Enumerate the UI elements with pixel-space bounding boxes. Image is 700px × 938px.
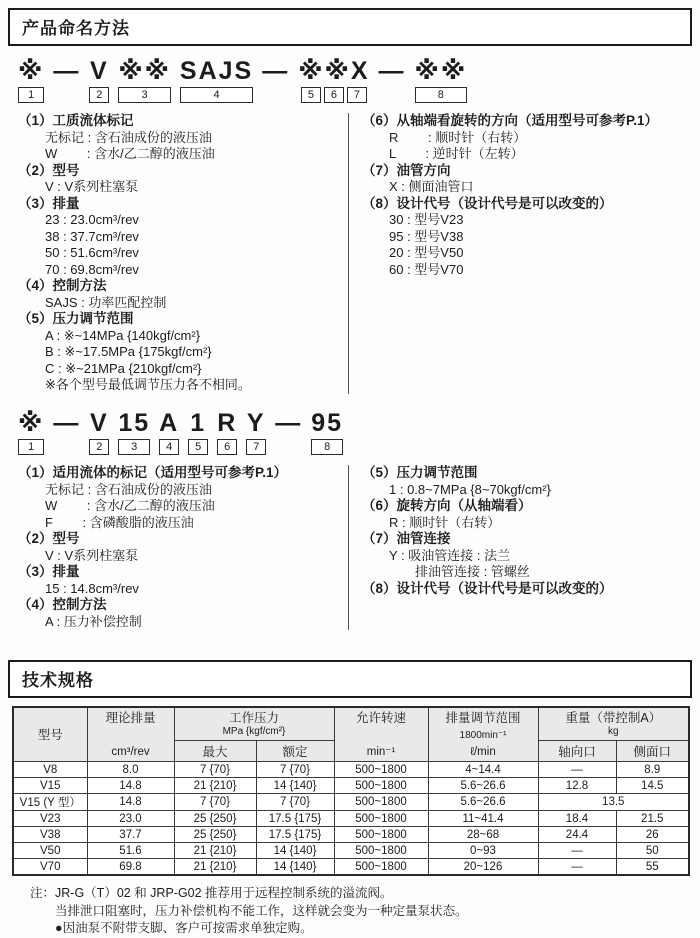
code-group bbox=[18, 410, 44, 455]
code-segment-text: — bbox=[53, 408, 81, 437]
naming-item-line: C : ※~21MPa {210kgf/cm²} bbox=[45, 360, 202, 376]
cell-speed: 500~1800 bbox=[334, 859, 428, 876]
naming-item-line: Y : 吸油管连接 : 法兰 bbox=[389, 547, 511, 563]
code-position-box: 4 bbox=[180, 87, 253, 103]
cell-weight-side: 8.9 bbox=[616, 762, 689, 778]
col-header-pressure-title: 工作压力 bbox=[228, 710, 279, 725]
code-group bbox=[118, 58, 171, 103]
code-box-row bbox=[89, 87, 109, 103]
code-group bbox=[89, 410, 109, 455]
cell-displacement: 8.0 bbox=[87, 762, 174, 778]
col-header-weight-unit: kg bbox=[607, 725, 619, 737]
cell-pressure-rated: 14 {140} bbox=[256, 778, 334, 794]
code-group bbox=[53, 58, 80, 84]
cell-range: 28~68 bbox=[428, 827, 538, 843]
code-box-row bbox=[415, 87, 468, 103]
code-group bbox=[379, 58, 406, 84]
code-segment-text: A bbox=[159, 408, 180, 437]
naming1-right-column bbox=[348, 113, 682, 394]
code-position-box: 7 bbox=[246, 439, 266, 455]
naming-item-line: X : 侧面油管口 bbox=[389, 179, 474, 195]
naming-item-title: （2）型号 bbox=[18, 162, 80, 178]
cell-model: V15 (Y 型） bbox=[13, 794, 87, 811]
col-header-range bbox=[428, 707, 538, 762]
col-header-weight-title: 重量（带控制A） bbox=[565, 710, 662, 725]
naming-item-title: （3）排量 bbox=[18, 195, 80, 211]
cell-weight-side: 50 bbox=[616, 843, 689, 859]
naming-item bbox=[18, 311, 348, 394]
naming-item bbox=[18, 196, 348, 279]
naming-item-title: （2）型号 bbox=[18, 531, 80, 546]
naming-item bbox=[18, 278, 348, 311]
cell-displacement: 23.0 bbox=[87, 811, 174, 827]
code-group bbox=[180, 58, 253, 103]
naming-item-line: ※各个型号最低调节压力各不相同。 bbox=[45, 377, 251, 393]
naming-item bbox=[362, 581, 682, 598]
naming-item-title: （6）从轴端看旋转的方向（适用型号可参考P.1） bbox=[362, 113, 659, 129]
code-box-row bbox=[159, 439, 179, 455]
naming-item-line: V : V系列柱塞泵 bbox=[45, 547, 139, 563]
cell-displacement: 14.8 bbox=[87, 794, 174, 811]
naming-item bbox=[18, 113, 348, 163]
cell-model: V38 bbox=[13, 827, 87, 843]
code-position-box: 6 bbox=[324, 87, 344, 103]
code-segment-text: 95 bbox=[311, 408, 344, 437]
model-code-diagram-2 bbox=[18, 410, 700, 455]
naming-item-line: 30 : 型号V23 bbox=[389, 212, 464, 228]
naming-item-line: B : ※~17.5MPa {175kgf/cm²} bbox=[45, 344, 212, 360]
naming-item bbox=[18, 597, 348, 630]
naming-item-line: 无标记 : 含石油成份的液压油 bbox=[45, 481, 212, 497]
naming-item-line: V : V系列柱塞泵 bbox=[45, 179, 139, 195]
code-segment-text: 15 bbox=[118, 408, 151, 437]
code-group bbox=[262, 58, 289, 84]
code-group bbox=[246, 410, 266, 455]
code-group bbox=[89, 58, 109, 103]
col-header-weight-axial: 轴向口 bbox=[538, 741, 616, 762]
naming-item-line: 排油管连接 : 管螺丝 bbox=[389, 564, 530, 579]
naming2-columns bbox=[18, 465, 682, 630]
code-position-box: 6 bbox=[217, 439, 237, 455]
col-header-range-title: 排量调节范围 bbox=[445, 711, 521, 725]
spec-table-header-row-1 bbox=[13, 707, 689, 741]
naming-item bbox=[362, 196, 682, 279]
naming-item-title: （6）旋转方向（从轴端看） bbox=[362, 498, 532, 513]
code-group bbox=[217, 410, 237, 455]
cell-pressure-max: 7 {70} bbox=[174, 762, 256, 778]
cell-weight-axial: — bbox=[538, 762, 616, 778]
footnotes-lines bbox=[55, 885, 468, 938]
cell-weight-axial: 18.4 bbox=[538, 811, 616, 827]
code-segment-text: — bbox=[275, 408, 303, 437]
code-position-box: 7 bbox=[347, 87, 367, 103]
code-segment-text: V bbox=[89, 57, 109, 85]
code-segment-text: — bbox=[378, 57, 406, 85]
cell-model: V70 bbox=[13, 859, 87, 876]
naming-item bbox=[18, 564, 348, 597]
cell-pressure-rated: 14 {140} bbox=[256, 843, 334, 859]
code-box-row bbox=[180, 87, 253, 103]
cell-weight-axial: — bbox=[538, 843, 616, 859]
naming-item-line: 20 : 型号V50 bbox=[389, 245, 464, 261]
naming-item-line: 无标记 : 含石油成份的液压油 bbox=[45, 129, 212, 145]
table-row bbox=[13, 843, 689, 859]
code-segment-text: — bbox=[262, 57, 290, 85]
code-position-box: 3 bbox=[118, 87, 171, 103]
cell-weight-axial: 12.8 bbox=[538, 778, 616, 794]
code-group bbox=[188, 410, 208, 455]
cell-range: 5.6~26.6 bbox=[428, 794, 538, 811]
cell-pressure-rated: 14 {140} bbox=[256, 859, 334, 876]
footnote-line: JR-G（T）02 和 JRP-G02 推荐用于远程控制系统的溢流阀。 bbox=[55, 886, 393, 900]
cell-weight-side: 14.5 bbox=[616, 778, 689, 794]
cell-pressure-max: 7 {70} bbox=[174, 794, 256, 811]
code-position-box: 5 bbox=[188, 439, 208, 455]
cell-weight-merged: 13.5 bbox=[538, 794, 689, 811]
code-position-box: 2 bbox=[89, 87, 109, 103]
naming-item-line: L : 逆时针（左转） bbox=[389, 146, 524, 162]
naming-item-line: 60 : 型号V70 bbox=[389, 261, 464, 277]
naming-item-title: （5）压力调节范围 bbox=[18, 311, 134, 327]
cell-range: 11~41.4 bbox=[428, 811, 538, 827]
code-segment-text: V bbox=[89, 408, 109, 437]
cell-speed: 500~1800 bbox=[334, 811, 428, 827]
cell-pressure-rated: 7 {70} bbox=[256, 762, 334, 778]
code-box-row bbox=[18, 439, 44, 455]
cell-range: 5.6~26.6 bbox=[428, 778, 538, 794]
cell-displacement: 51.6 bbox=[87, 843, 174, 859]
code-segment-text: SAJS bbox=[179, 57, 254, 85]
code-group bbox=[415, 58, 468, 103]
code-box-row bbox=[188, 439, 208, 455]
naming-item-line: W : 含水/乙二醇的液压油 bbox=[45, 498, 215, 513]
code-box-row bbox=[217, 439, 237, 455]
col-header-range-unit: ℓ/min bbox=[470, 746, 496, 758]
naming1-left-column bbox=[18, 113, 348, 394]
col-header-weight-side: 侧面口 bbox=[616, 741, 689, 762]
code-segment-text: — bbox=[53, 57, 81, 85]
table-row bbox=[13, 811, 689, 827]
code-segment-text: ※※X bbox=[298, 57, 370, 85]
naming-item-line: W : 含水/乙二醇的液压油 bbox=[45, 146, 215, 162]
naming-item-line: 50 : 51.6cm³/rev bbox=[45, 245, 139, 261]
cell-speed: 500~1800 bbox=[334, 762, 428, 778]
cell-pressure-max: 21 {210} bbox=[174, 843, 256, 859]
naming-item bbox=[362, 498, 682, 531]
naming-item-line: 38 : 37.7cm³/rev bbox=[45, 228, 139, 244]
naming-item-line: SAJS : 功率匹配控制 bbox=[45, 294, 167, 310]
cell-speed: 500~1800 bbox=[334, 778, 428, 794]
model-code-diagram-1 bbox=[18, 58, 700, 103]
col-header-pressure bbox=[174, 707, 334, 741]
col-header-range-speed: 1800min⁻¹ bbox=[459, 729, 507, 741]
code-group bbox=[159, 410, 179, 455]
naming-item-line: A : ※~14MPa {140kgf/cm²} bbox=[45, 327, 201, 343]
naming-item-title: （3）排量 bbox=[18, 564, 80, 579]
cell-pressure-max: 21 {210} bbox=[174, 778, 256, 794]
col-header-pressure-max: 最大 bbox=[174, 741, 256, 762]
code-box-row bbox=[18, 87, 44, 103]
naming-item bbox=[18, 163, 348, 196]
footnote-line: ●因油泵不附带支脚、客户可按需求单独定购。 bbox=[55, 921, 313, 935]
col-header-displacement-unit: cm³/rev bbox=[111, 746, 150, 758]
code-group bbox=[311, 410, 343, 455]
col-header-speed-title: 允许转速 bbox=[355, 711, 406, 725]
cell-weight-axial: 24.4 bbox=[538, 827, 616, 843]
col-header-model-label: 型号 bbox=[37, 727, 63, 742]
cell-pressure-max: 25 {250} bbox=[174, 827, 256, 843]
code-position-box: 1 bbox=[18, 87, 44, 103]
naming2-right-column bbox=[348, 465, 682, 630]
code-group bbox=[275, 410, 302, 436]
naming-item-line: 95 : 型号V38 bbox=[389, 228, 464, 244]
col-header-displacement-title: 理论排量 bbox=[105, 711, 156, 725]
cell-model: V23 bbox=[13, 811, 87, 827]
code-box-row bbox=[298, 87, 369, 103]
naming-item-title: （7）油管方向 bbox=[362, 162, 451, 178]
code-segment-text: R bbox=[217, 408, 238, 437]
code-box-row bbox=[246, 439, 266, 455]
code-position-box: 2 bbox=[89, 439, 109, 455]
cell-speed: 500~1800 bbox=[334, 843, 428, 859]
cell-displacement: 14.8 bbox=[87, 778, 174, 794]
cell-range: 20~126 bbox=[428, 859, 538, 876]
naming-item-title: （7）油管连接 bbox=[362, 531, 451, 546]
section-title-naming: 产品命名方法 bbox=[8, 8, 692, 46]
table-row bbox=[13, 827, 689, 843]
cell-pressure-rated: 17.5 {175} bbox=[256, 827, 334, 843]
naming-item-line: F : 含磷酸脂的液压油 bbox=[45, 514, 194, 530]
col-header-pressure-unit: MPa {kgf/cm²} bbox=[222, 725, 286, 737]
naming-item-line: 1 : 0.8~7MPa {8~70kgf/cm²} bbox=[389, 481, 551, 497]
footnotes-label: 注： bbox=[30, 886, 56, 900]
naming-item-title: （4）控制方法 bbox=[18, 278, 107, 294]
code-box-row bbox=[118, 87, 171, 103]
cell-pressure-max: 21 {210} bbox=[174, 859, 256, 876]
code-segment-text: Y bbox=[246, 408, 266, 437]
naming2-left-column bbox=[18, 465, 348, 630]
code-position-box: 8 bbox=[415, 87, 468, 103]
table-row bbox=[13, 859, 689, 876]
col-header-model bbox=[13, 707, 87, 762]
naming-item-line: 70 : 69.8cm³/rev bbox=[45, 261, 139, 277]
code-group bbox=[118, 410, 150, 455]
cell-pressure-rated: 7 {70} bbox=[256, 794, 334, 811]
cell-model: V8 bbox=[13, 762, 87, 778]
code-position-box: 1 bbox=[18, 439, 44, 455]
cell-weight-side: 26 bbox=[616, 827, 689, 843]
table-row bbox=[13, 778, 689, 794]
code-position-box: 8 bbox=[311, 439, 343, 455]
naming-item-title: （5）压力调节范围 bbox=[362, 465, 478, 480]
cell-pressure-max: 25 {250} bbox=[174, 811, 256, 827]
naming-item-line: A : 压力补偿控制 bbox=[45, 613, 142, 629]
code-segment-text: ※※ bbox=[118, 57, 171, 85]
cell-pressure-rated: 17.5 {175} bbox=[256, 811, 334, 827]
cell-weight-axial: — bbox=[538, 859, 616, 876]
cell-range: 0~93 bbox=[428, 843, 538, 859]
cell-range: 4~14.4 bbox=[428, 762, 538, 778]
naming-item-line: R : 顺时针（右转） bbox=[389, 514, 501, 530]
naming-item-title: （1）工质流体标记 bbox=[18, 113, 134, 129]
code-position-box: 3 bbox=[118, 439, 150, 455]
code-segment-text: ※※ bbox=[414, 57, 468, 85]
naming-item bbox=[18, 465, 348, 531]
cell-model: V15 bbox=[13, 778, 87, 794]
naming-item bbox=[362, 531, 682, 581]
naming-item-title: （8）设计代号（设计代号是可以改变的） bbox=[362, 580, 613, 596]
code-segment-text: ※ bbox=[18, 408, 45, 437]
naming-item-line: 23 : 23.0cm³/rev bbox=[45, 212, 139, 228]
code-box-row bbox=[311, 439, 343, 455]
code-group bbox=[18, 58, 44, 103]
code-position-box: 4 bbox=[159, 439, 179, 455]
code-group bbox=[298, 58, 369, 103]
naming-item-line: 15 : 14.8cm³/rev bbox=[45, 580, 139, 596]
table-row bbox=[13, 794, 689, 811]
naming-item-title: （4）控制方法 bbox=[18, 597, 107, 612]
footnotes bbox=[30, 885, 700, 938]
code-position-box: 5 bbox=[301, 87, 321, 103]
code-group bbox=[53, 410, 80, 436]
cell-displacement: 69.8 bbox=[87, 859, 174, 876]
code-segment-text: 1 bbox=[190, 408, 207, 437]
naming-item-title: （8）设计代号（设计代号是可以改变的） bbox=[362, 195, 613, 211]
naming1-columns bbox=[18, 113, 682, 394]
cell-displacement: 37.7 bbox=[87, 827, 174, 843]
cell-weight-side: 21.5 bbox=[616, 811, 689, 827]
col-header-speed bbox=[334, 707, 428, 762]
col-header-speed-unit: min⁻¹ bbox=[366, 746, 396, 758]
cell-speed: 500~1800 bbox=[334, 827, 428, 843]
footnote-line: 当排泄口阻塞时，压力补偿机构不能工作，这样就会变为一种定量泵状态。 bbox=[55, 903, 468, 918]
col-header-displacement bbox=[87, 707, 174, 762]
col-header-weight bbox=[538, 707, 689, 741]
spec-table bbox=[12, 706, 690, 876]
naming-item bbox=[18, 531, 348, 564]
code-box-row bbox=[118, 439, 150, 455]
naming-item-title: （1）适用流体的标记（适用型号可参考P.1） bbox=[18, 465, 288, 480]
cell-weight-side: 55 bbox=[616, 859, 689, 876]
naming-item-line: R : 顺时针（右转） bbox=[389, 129, 527, 145]
cell-model: V50 bbox=[13, 843, 87, 859]
code-segment-text: ※ bbox=[18, 57, 45, 85]
cell-speed: 500~1800 bbox=[334, 794, 428, 811]
naming-item bbox=[362, 163, 682, 196]
section-title-specs: 技术规格 bbox=[8, 660, 692, 698]
code-box-row bbox=[89, 439, 109, 455]
col-header-pressure-rated: 额定 bbox=[256, 741, 334, 762]
spec-table-body bbox=[13, 762, 689, 876]
naming-item bbox=[362, 465, 682, 498]
naming-item bbox=[362, 113, 682, 163]
table-row bbox=[13, 762, 689, 778]
